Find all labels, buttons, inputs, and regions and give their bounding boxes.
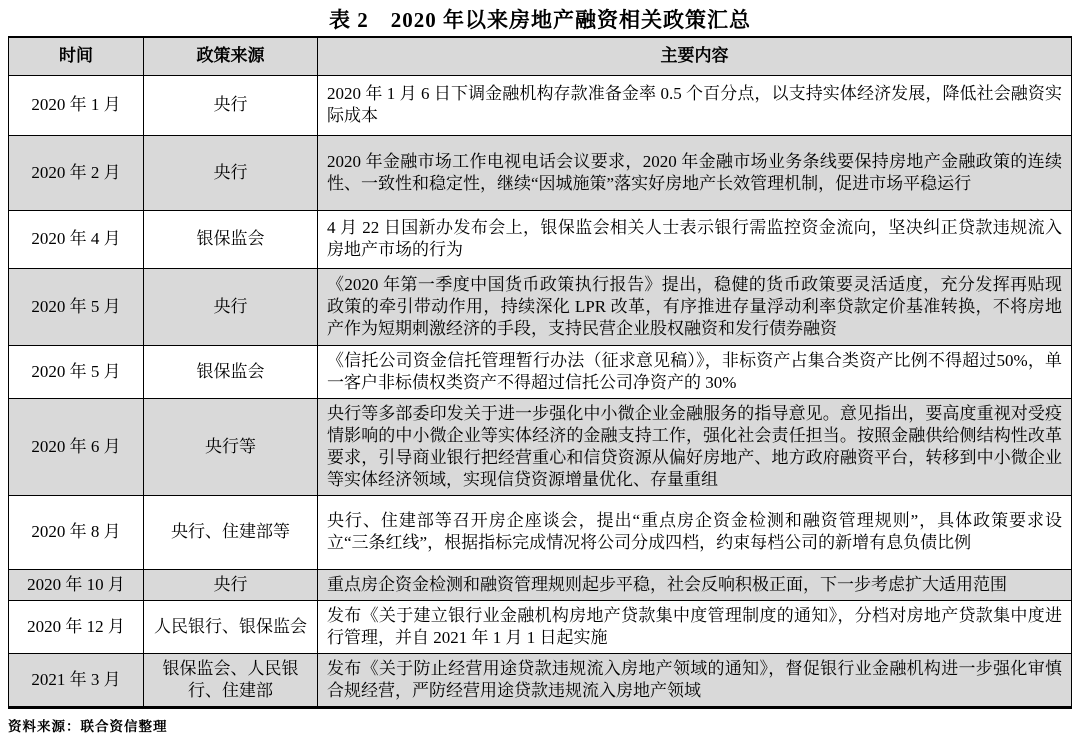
table-row [9, 210, 1072, 268]
time-cell: 2021 年 3 月 [9, 653, 144, 707]
table-title: 表 2 2020 年以来房地产融资相关政策汇总 [329, 8, 751, 32]
policy-table [8, 36, 1072, 709]
content-cell: 发布《关于建立银行业金融机构房地产贷款集中度管理制度的通知》，分档对房地产贷款集中度进行管理，并自 2021 年 1 月 1 日起实施 [318, 600, 1072, 653]
table-row [9, 653, 1072, 707]
source-cell: 银保监会、人民银行、住建部 [144, 653, 318, 707]
time-cell: 2020 年 6 月 [9, 398, 144, 495]
table-row [9, 345, 1072, 398]
content-cell: 《2020 年第一季度中国货币政策执行报告》提出，稳健的货币政策要灵活适度，充分发挥再贴现政策的牵引带动作用，持续深化 LPR 改革，有序推进存量浮动利率贷款定价基准转换，不将房地产作为短期刺激经济的手段，支持民营企业股权融资和发行债券融资 [318, 268, 1072, 345]
content-cell: 《信托公司资金信托管理暂行办法（征求意见稿）》，非标资产占集合类资产比例不得超过50%，单一客户非标债权类资产不得超过信托公司净资产的 30% [318, 345, 1072, 398]
content-cell: 重点房企资金检测和融资管理规则起步平稳，社会反响积极正面，下一步考虑扩大适用范围 [318, 569, 1072, 600]
source-cell: 央行、住建部等 [144, 495, 318, 569]
time-cell: 2020 年 8 月 [9, 495, 144, 569]
content-cell: 2020 年 1 月 6 日下调金融机构存款准备金率 0.5 个百分点，以支持实体经济发展，降低社会融资实际成本 [318, 75, 1072, 135]
source-cell: 人民银行、银保监会 [144, 600, 318, 653]
time-cell: 2020 年 5 月 [9, 345, 144, 398]
table-row [9, 600, 1072, 653]
content-cell: 4 月 22 日国新办发布会上，银保监会相关人士表示银行需监控资金流向，坚决纠正贷款违规流入房地产市场的行为 [318, 210, 1072, 268]
source-cell: 银保监会 [144, 210, 318, 268]
header-source: 政策来源 [144, 37, 318, 75]
time-cell: 2020 年 10 月 [9, 569, 144, 600]
content-cell: 发布《关于防止经营用途贷款违规流入房地产领域的通知》，督促银行业金融机构进一步强化审慎合规经营，严防经营用途贷款违规流入房地产领域 [318, 653, 1072, 707]
content-cell: 央行、住建部等召开房企座谈会，提出“重点房企资金检测和融资管理规则”，具体政策要求设立“三条红线”，根据指标完成情况将公司分成四档，约束每档公司的新增有息负债比例 [318, 495, 1072, 569]
table-row [9, 398, 1072, 495]
table-row [9, 135, 1072, 210]
header-content: 主要内容 [318, 37, 1072, 75]
header-row [9, 37, 1072, 75]
header-time: 时间 [9, 37, 144, 75]
time-cell: 2020 年 5 月 [9, 268, 144, 345]
source-cell: 央行 [144, 75, 318, 135]
source-cell: 央行 [144, 135, 318, 210]
table-row [9, 75, 1072, 135]
content-cell: 央行等多部委印发关于进一步强化中小微企业金融服务的指导意见。意见指出，要高度重视对受疫情影响的中小微企业等实体经济的金融支持工作，强化社会责任担当。按照金融供给侧结构性改革要求，引导商业银行把经营重心和信贷资源从偏好房地产、地方政府融资平台，转移到中小微企业等实体经济领域，实现信贷资源增量优化、存量重组 [318, 398, 1072, 495]
time-cell: 2020 年 4 月 [9, 210, 144, 268]
time-cell: 2020 年 1 月 [9, 75, 144, 135]
table-row [9, 268, 1072, 345]
table-row [9, 569, 1072, 600]
source-cell: 央行 [144, 268, 318, 345]
source-cell: 银保监会 [144, 345, 318, 398]
time-cell: 2020 年 2 月 [9, 135, 144, 210]
source-cell: 央行 [144, 569, 318, 600]
table-row [9, 495, 1072, 569]
content-cell: 2020 年金融市场工作电视电话会议要求，2020 年金融市场业务条线要保持房地产金融政策的连续性、一致性和稳定性，继续“因城施策”落实好房地产长效管理机制，促进市场平稳运行 [318, 135, 1072, 210]
source-cell: 央行等 [144, 398, 318, 495]
source-note: 资料来源：联合资信整理 [8, 718, 168, 734]
time-cell: 2020 年 12 月 [9, 600, 144, 653]
